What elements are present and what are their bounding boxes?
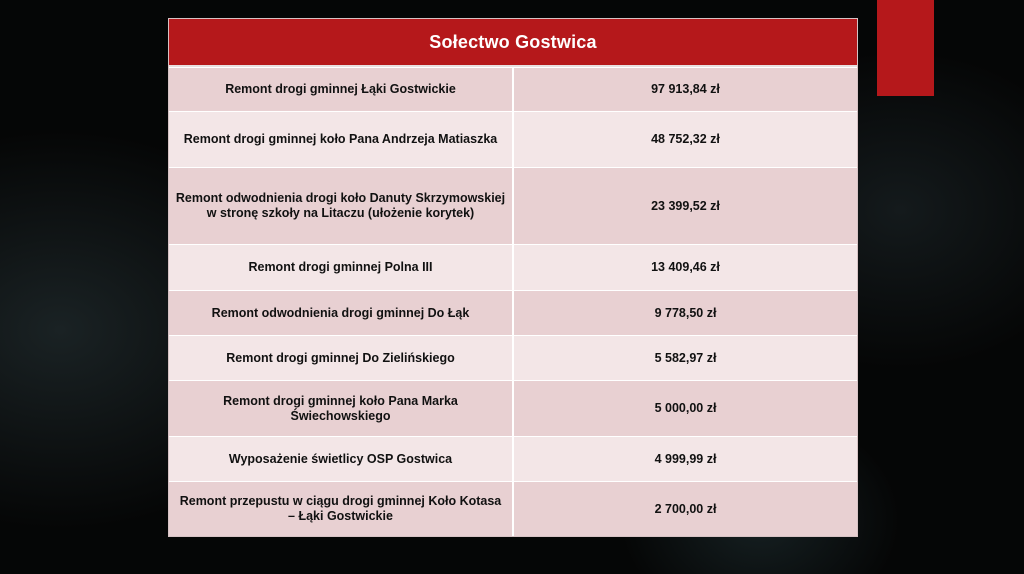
table-row: [169, 481, 857, 536]
project-amount: 23 399,52 zł: [651, 198, 720, 213]
table-row: [169, 335, 857, 380]
project-name: Remont odwodnienia drogi gminnej Do Łąk: [169, 291, 514, 335]
table-row: [169, 167, 857, 244]
table-row: [169, 244, 857, 290]
project-name: Remont odwodnienia drogi koło Danuty Skrzymowskiej w stronę szkoły na Litaczu (ułożenie korytek): [169, 168, 514, 244]
table-row: [169, 380, 857, 436]
project-amount: 2 700,00 zł: [654, 501, 717, 516]
project-name: Remont przepustu w ciągu drogi gminnej Koło Kotasa – Łąki Gostwickie: [169, 482, 514, 536]
table-row: [169, 290, 857, 335]
project-name: Remont drogi gminnej koło Pana Marka Świechowskiego: [169, 381, 514, 436]
project-amount: 4 999,99 zł: [654, 451, 717, 466]
cost-table: [168, 18, 858, 537]
project-amount: 97 913,84 zł: [651, 82, 720, 96]
table-row: [169, 67, 857, 111]
table-row: [169, 111, 857, 167]
project-name: Remont drogi gminnej Polna III: [169, 245, 514, 290]
project-amount: 9 778,50 zł: [654, 305, 717, 320]
project-name: Remont drogi gminnej Łąki Gostwickie: [169, 68, 514, 111]
project-amount: 48 752,32 zł: [651, 132, 720, 146]
project-amount: 5 582,97 zł: [654, 350, 717, 365]
project-name: Wyposażenie świetlicy OSP Gostwica: [169, 437, 514, 481]
project-amount: 5 000,00 zł: [654, 401, 717, 415]
table-row: [169, 436, 857, 481]
table-title: Sołectwo Gostwica: [169, 19, 857, 67]
project-name: Remont drogi gminnej Do Zielińskiego: [169, 336, 514, 380]
project-name: Remont drogi gminnej koło Pana Andrzeja Matiaszka: [169, 112, 514, 167]
red-accent-block: [877, 0, 934, 96]
project-amount: 13 409,46 zł: [651, 260, 720, 274]
table-body: [169, 67, 857, 536]
